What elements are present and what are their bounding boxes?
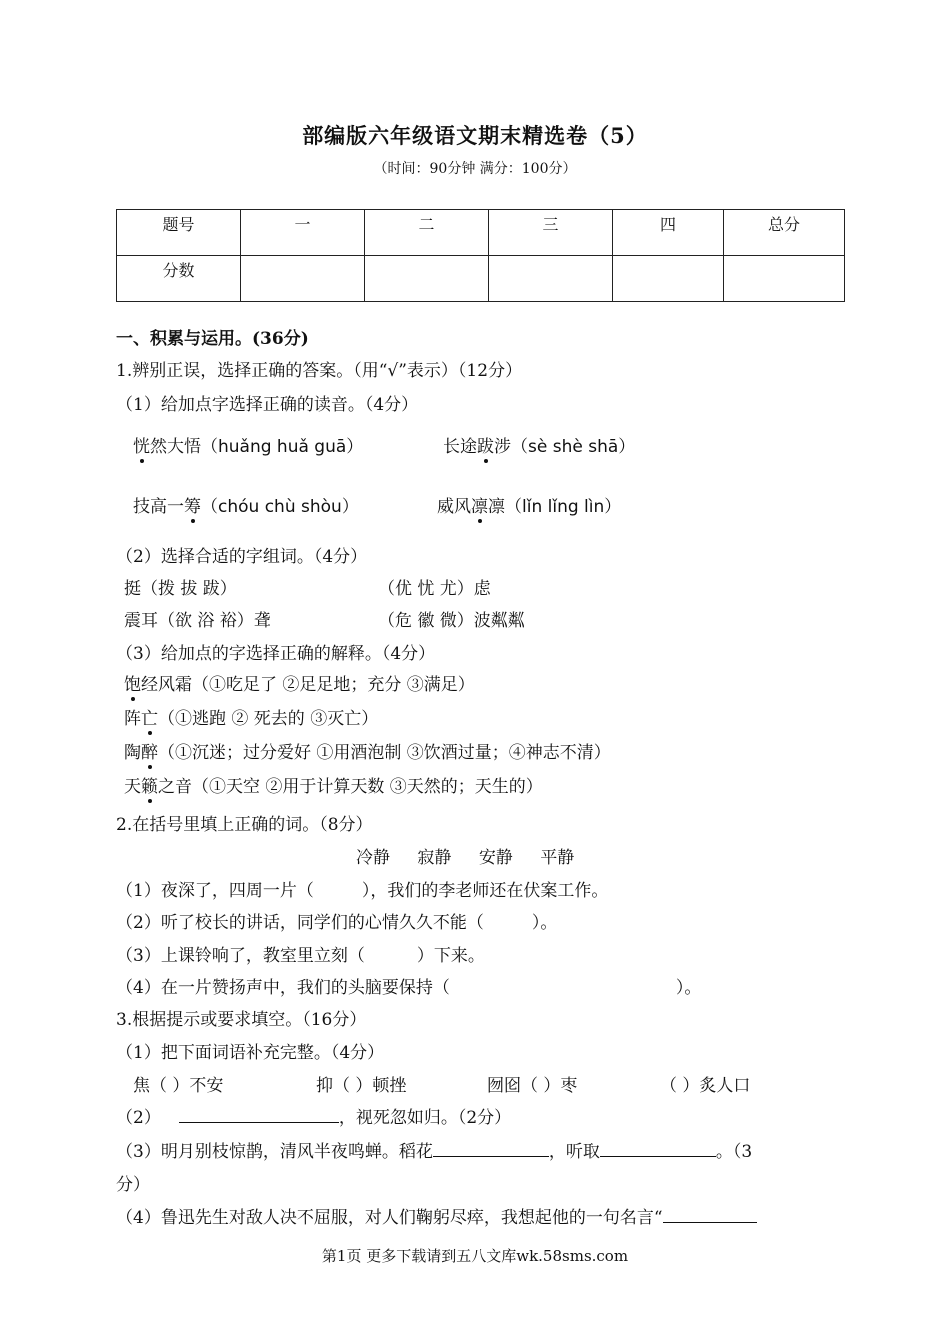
fill-blank-item: （4）在一片赞扬声中，我们的头脑要保持（ ）。 <box>116 978 702 998</box>
question-2-stem: 2.在括号里填上正确的词。（8分） <box>116 815 373 835</box>
score-table-header-row <box>117 210 845 256</box>
pinyin-item: 恍然大悟（huǎng huǎ guā） <box>133 432 363 457</box>
meaning-item[interactable]: 陶醉（①沉迷；过分爱好 ①用酒泡制 ③饮酒过量；④神志不清） <box>124 738 611 763</box>
dotted-char: 跋 <box>477 432 494 457</box>
word-bank-item: 安静 <box>478 848 513 868</box>
score-cell[interactable] <box>489 256 613 302</box>
q1-part1-instruction: （1）给加点字选择正确的读音。（4分） <box>116 395 419 415</box>
q3-part1-instruction: （1）把下面词语补充完整。（4分） <box>116 1043 385 1063</box>
exam-subtitle: （时间：90分钟 满分：100分） <box>373 161 577 177</box>
idiom-blank-item[interactable]: （ ）炙人口 <box>660 1076 751 1096</box>
header-cell: 四 <box>613 210 724 256</box>
score-table <box>116 209 845 302</box>
pinyin-options[interactable]: lǐn lǐng lìn <box>522 497 605 517</box>
exam-title: 部编版六年级语文期末精选卷（5） <box>302 123 648 148</box>
dotted-char: 恍 <box>133 432 150 457</box>
header-cell: 总分 <box>724 210 845 256</box>
fill-blank-item: （2）听了校长的讲话，同学们的心情久久不能（ ）。 <box>116 913 558 933</box>
dotted-char: 筹 <box>184 492 201 517</box>
idiom-blank-item[interactable]: 囫囵（ ）枣 <box>487 1076 578 1096</box>
idiom-blank-item[interactable]: 抑（ ）顿挫 <box>316 1076 407 1096</box>
line-wrap: 分） <box>116 1175 150 1195</box>
fill-blank-item: （2） ，视死忽如归。（2分） <box>116 1108 512 1128</box>
meaning-item[interactable]: 饱经风霜（①吃足了 ②足足地；充分 ③满足） <box>124 670 475 695</box>
answer-blank[interactable] <box>179 1108 339 1123</box>
word-choice-item[interactable]: （危 徽 微）波粼粼 <box>378 611 525 631</box>
q1-part2-instruction: （2）选择合适的字组词。（4分） <box>116 547 368 567</box>
word-bank <box>356 843 574 868</box>
dotted-char: 醉 <box>141 738 158 763</box>
word-choice-item[interactable]: 挺（拨 拔 跋） <box>124 579 237 599</box>
word-bank-item: 平静 <box>540 848 575 868</box>
answer-blank[interactable] <box>600 1142 716 1157</box>
pinyin-item: 技高一筹（chóu chù shòu） <box>133 492 359 517</box>
idiom-blank-item[interactable]: 焦（ ）不安 <box>133 1076 224 1096</box>
pinyin-options[interactable]: huǎng huǎ guā <box>218 437 347 457</box>
word-bank-item: 冷静 <box>356 848 390 868</box>
dotted-char: 籁 <box>141 772 158 797</box>
score-cell[interactable] <box>724 256 845 302</box>
word-choice-item[interactable]: 震耳（欲 浴 裕）聋 <box>124 611 271 631</box>
q1-part3-instruction: （3）给加点的字选择正确的解释。（4分） <box>116 644 436 664</box>
header-cell: 三 <box>489 210 613 256</box>
answer-blank[interactable] <box>433 1142 549 1157</box>
fill-blank-item: （4）鲁迅先生对敌人决不屈服，对人们鞠躬尽瘁，我想起他的一句名言“ <box>116 1203 757 1228</box>
fill-blank-item: （3）明月别枝惊鹊，清风半夜鸣蝉。稻花 ，听取 。（3 <box>116 1142 753 1162</box>
dotted-char: 亡 <box>141 704 158 729</box>
page-footer: 第1页 更多下载请到五八文库wk.58sms.com <box>321 1247 629 1265</box>
pinyin-options[interactable]: sè shè shā <box>528 437 619 457</box>
score-table-score-row <box>117 256 845 302</box>
section-heading: 一、积累与运用。(36分) <box>116 329 309 349</box>
header-cell: 二 <box>365 210 489 256</box>
meaning-item[interactable]: 阵亡（①逃跑 ② 死去的 ③灭亡） <box>124 704 378 729</box>
dotted-char: 凛 <box>471 492 488 517</box>
score-cell[interactable] <box>365 256 489 302</box>
fill-blank-item: （3）上课铃响了，教室里立刻（ ）下来。 <box>116 946 485 966</box>
score-row-label: 分数 <box>117 256 241 302</box>
dotted-char: 饱 <box>124 670 141 695</box>
score-cell[interactable] <box>241 256 365 302</box>
pinyin-item: 威风凛凛（lǐn lǐng lìn） <box>437 492 621 517</box>
answer-blank[interactable] <box>663 1208 757 1223</box>
word-bank-item: 寂静 <box>417 848 452 868</box>
meaning-item[interactable]: 天籁之音（①天空 ②用于计算天数 ③天然的；天生的） <box>124 772 543 797</box>
word-choice-item[interactable]: （优 忧 尤）虑 <box>378 579 491 599</box>
question-1-stem: 1.辨别正误，选择正确的答案。（用“√”表示）（12分） <box>116 361 523 381</box>
score-cell[interactable] <box>613 256 724 302</box>
pinyin-item: 长途跋涉（sè shè shā） <box>443 432 635 457</box>
question-3-stem: 3.根据提示或要求填空。（16分） <box>116 1010 367 1030</box>
fill-blank-item: （1）夜深了，四周一片（ ），我们的李老师还在伏案工作。 <box>116 881 609 901</box>
pinyin-options[interactable]: chóu chù shòu <box>218 497 342 517</box>
header-cell: 一 <box>241 210 365 256</box>
header-cell: 题号 <box>117 210 241 256</box>
